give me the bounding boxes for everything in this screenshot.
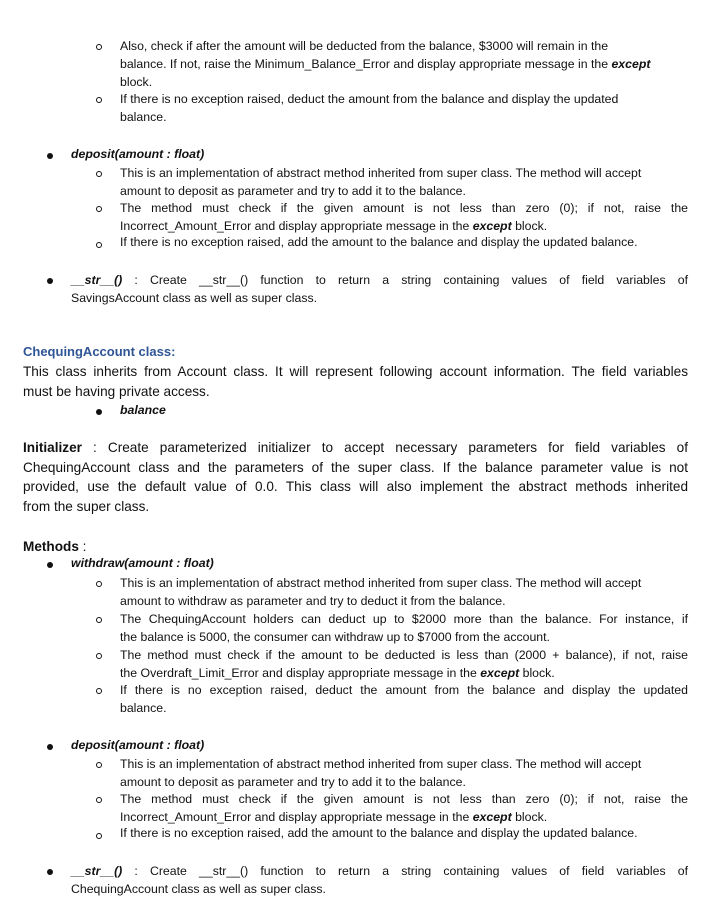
circle-bullet-icon — [96, 688, 102, 694]
except-emphasis: except — [472, 219, 512, 233]
circle-bullet-icon — [96, 653, 102, 659]
line: from the super class. — [23, 498, 150, 514]
method-signature: __str__() — [71, 864, 123, 878]
text: : — [78, 539, 87, 554]
circle-bullet-icon — [96, 833, 102, 839]
initializer-label: Initializer — [23, 440, 82, 455]
line: SavingsAccount class as well as super class. — [71, 291, 318, 305]
circle-bullet-icon — [96, 762, 102, 768]
savings-deposit-bullet-2 — [120, 199, 688, 235]
method-signature: __str__() — [71, 273, 123, 287]
section-heading: ChequingAccount class: — [23, 344, 176, 359]
line: balance. — [120, 701, 167, 715]
circle-bullet-icon — [96, 797, 102, 803]
text: Incorrect_Amount_Error and display appropriate message in the — [120, 810, 473, 824]
line: ChequingAccount class as well as super class. — [71, 882, 326, 896]
circle-bullet-icon — [96, 97, 102, 103]
line: This is an implementation of abstract method inherited from super class. The method will accept — [120, 576, 642, 590]
line: amount to deposit as parameter and try to add it to the balance. — [120, 775, 466, 789]
line: must be having private access. — [23, 383, 210, 399]
text: the Overdraft_Limit_Error and display appropriate message in the — [120, 666, 481, 680]
line: If there is no exception raised, deduct the amount from the balance and display the updated — [120, 683, 688, 697]
except-emphasis: except — [472, 810, 512, 824]
circle-bullet-icon — [96, 617, 102, 623]
chequing-withdraw-bullet-1 — [120, 574, 688, 610]
line — [120, 55, 688, 73]
except-emphasis: except — [611, 57, 651, 71]
line: the balance is 5000, the consumer can withdraw up to $7000 from the account. — [120, 630, 550, 644]
text: block. — [511, 810, 548, 824]
bullet-icon — [47, 278, 53, 284]
method-signature: withdraw(amount : float) — [71, 556, 214, 570]
text: : Create __str__() function to return a string containing values of field variables of — [122, 864, 688, 878]
circle-bullet-icon — [96, 242, 102, 248]
chequing-withdraw-bullet-2 — [120, 610, 688, 646]
line: provided, use the default value of 0.0. This class will also implement the abstract methods inherited — [23, 479, 688, 494]
line: ChequingAccount class and the parameters of the super class. If the balance parameter value is not — [23, 459, 688, 475]
circle-bullet-icon — [96, 581, 102, 587]
chequing-deposit-bullet-1 — [120, 755, 688, 791]
line — [71, 862, 688, 880]
bullet-icon — [47, 562, 53, 568]
line: This class inherits from Account class. It will represent following account information. The field variables — [23, 364, 688, 379]
chequing-intro — [23, 362, 688, 401]
line: This is an implementation of abstract method inherited from super class. The method will accept — [120, 757, 642, 771]
line — [120, 664, 688, 682]
chequing-str-text — [71, 862, 688, 898]
bullet-icon — [96, 409, 102, 415]
line — [23, 438, 688, 458]
text: balance. If not, raise the Minimum_Balance_Error and display appropriate message in the — [120, 57, 612, 71]
field-balance: balance — [120, 403, 166, 417]
line: The ChequingAccount holders can deduct up to $2000 more than the balance. For instance, if — [120, 612, 688, 626]
method-signature: deposit(amount : float) — [71, 147, 205, 161]
text: block. — [511, 219, 548, 233]
line — [120, 808, 688, 826]
circle-bullet-icon — [96, 171, 102, 177]
line — [120, 217, 688, 235]
text: block. — [519, 666, 555, 680]
except-emphasis: except — [480, 666, 520, 680]
methods-heading — [23, 537, 86, 557]
line: The method must check if the given amount is not less than zero (0); if not, raise the — [120, 792, 688, 806]
text: Incorrect_Amount_Error and display appropriate message in the — [120, 219, 473, 233]
line: The method must check if the amount to be deducted is less than (2000 + balance), if not, raise — [120, 648, 688, 662]
savings-withdraw-bullet-4 — [120, 90, 688, 126]
chequing-deposit-bullet-2 — [120, 790, 688, 826]
line: amount to deposit as parameter and try to add it to the balance. — [120, 184, 466, 198]
savings-deposit-bullet-1 — [120, 164, 688, 200]
method-signature: deposit(amount : float) — [71, 738, 205, 752]
line: This is an implementation of abstract method inherited from super class. The method will accept — [120, 166, 642, 180]
circle-bullet-icon — [96, 44, 102, 50]
line: amount to withdraw as parameter and try to deduct it from the balance. — [120, 594, 506, 608]
bullet-icon — [47, 869, 53, 875]
line: The method must check if the given amount is not less than zero (0); if not, raise the — [120, 201, 688, 215]
line: If there is no exception raised, deduct the amount from the balance and display the updated — [120, 92, 619, 106]
text: : Create parameterized initializer to accept necessary parameters for field variables of — [81, 440, 688, 455]
bullet-icon — [47, 744, 53, 750]
savings-deposit-bullet-3: If there is no exception raised, add the amount to the balance and display the updated balance. — [120, 235, 638, 249]
chequing-withdraw-bullet-3 — [120, 646, 688, 682]
bullet-icon — [47, 153, 53, 159]
line — [71, 271, 688, 289]
savings-withdraw-bullet-3 — [120, 37, 688, 91]
chequing-withdraw-bullet-4 — [120, 681, 688, 717]
line: balance. — [120, 110, 167, 124]
circle-bullet-icon — [96, 206, 102, 212]
line: block. — [120, 75, 153, 89]
chequing-deposit-bullet-3: If there is no exception raised, add the amount to the balance and display the updated balance. — [120, 826, 638, 840]
initializer-paragraph — [23, 438, 688, 516]
savings-str-text — [71, 271, 688, 307]
line: Also, check if after the amount will be deducted from the balance, $3000 will remain in the — [120, 39, 609, 53]
text: : Create __str__() function to return a string containing values of field variables of — [122, 273, 688, 287]
methods-label: Methods — [23, 539, 79, 554]
